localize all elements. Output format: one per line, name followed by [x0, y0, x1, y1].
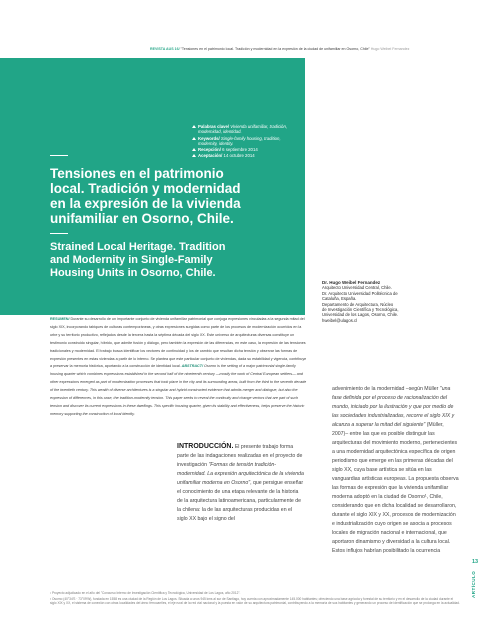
introduction-text: El presente trabajo forma parte de las indagaciones realizadas en el proyecto de investigación: [177, 444, 303, 468]
author-affiliation-line: Dr. Arquitecto Universidad Politécnica de: [322, 290, 398, 296]
running-author: Hugo Weibel Fernandez: [369, 47, 410, 51]
keyword-label: Palabras clave/: [198, 124, 230, 129]
keywords-list: [192, 124, 297, 160]
author-affiliation-line: Arquitecto Universidad Central, Chile.: [322, 285, 392, 291]
keyword-value: Single-family housing, tradition, modernity, identity.: [198, 135, 281, 146]
side-tab: [470, 558, 480, 598]
abstract-heading-en: ABSTRACT/: [180, 364, 203, 369]
quotation: "una fase definida por el proceso de racionalización del mundo, iniciado por la ilustración y que por medio de las sociedades industrializadas, recorre el siglo XIX y alcanza a superar la mitad del siguiente": [332, 386, 455, 428]
footnote: ² Osorno (40°34′S · 73°09′W), fundada en 1558 es una ciudad de la Región de Los Lagos. Situada a unos 945 kms al sur de Santiago, hoy cuenta con aproximadamente 145.000 habitantes; ofreciendo una base agrícola y forestal de su territorio y en el desarrollo de la ciudad durante el siglo XIX y XX, el sistema de conexión con otras localidades del área: ferrocarriles, el eje rural de la red vial nacional y la puesta en valor de su arquitectura patrimonial, contribuyendo a la memoria de sus habitantes y generando un proceso de identificación que se prolonga en la actualidad.: [50, 596, 460, 606]
abstract-text-es: Durante su desarrollo de un importante conjunto de vivienda unifamiliar patrimonial que conjuga expresiones vinculadas a la segunda mitad del siglo XIX, incorporando tabiques de culturas contemporáneas, y otras expresiones surgidas como parte de los procesos de modernización ocurridos en la urbe y su territorio productivo, reflejados desde la tercera hasta la séptima década del siglo XX. Este universo de arquitecturas diversas constituye un testimonio construido singular, híbrido, que admite fusión y diálogo, pero también la expresión de las diferencias, en este caso, la expresión de las tensiones tradicionales y modernidad. El trabajo busca identificar los vectores de continuidad y los de cambio que resultan dicha tensión y observar las formas de expresión presentes en estas viviendas a partir de lo interno. Se plantea que este particular conjunto de viviendas, dada su estabilidad y vigencia, contribuye a preservar la memoria histórica, aportando a la construcción de identidad local.: [50, 317, 307, 369]
running-title: "Tensiones en el patrimonio local. Tradición y modernidad en la expresión de la ciudad de unifamiliar en Osorno, Chile": [179, 47, 370, 51]
keywords-item-recepcion: [192, 147, 297, 152]
abstract: [50, 316, 308, 419]
author-affiliation-line: Cataluña, España.: [322, 296, 357, 302]
right-column-text: [332, 385, 460, 556]
title-divider-bottom: [50, 233, 68, 234]
page-number: 13: [471, 559, 479, 565]
introduction-text-cont: , que persigue enseñar el conocimiento de una etapa relevante de la historia de la arquitectura latinoamericana, particularmente de la chilena: la de las arquitecturas producidas en el siglo XX bajo el signo del: [177, 480, 304, 522]
keywords-item-keywords: [192, 136, 297, 147]
keyword-value: Vivienda unifamiliar, tradición, modernidad, identidad.: [198, 124, 288, 135]
journal-code: REVISTA AUS 16/: [150, 47, 180, 51]
body-text-cont: (Müller, 2007)– entre las que es posible distinguir las arquitecturas del movimiento moderno, pertenecientes a una modernidad arquitectónica específica de origen periodismo que emerge en las primeras décadas del siglo XX, cuya base artística se sitúa en las vanguardias artísticas europeas. La propuesta observa las formas de expresión que la vivienda unifamiliar moderna adoptó en la ciudad de Osorno¹, Chile, considerando que en dicha localidad se desarrollaron, durante el siglo XIX y XX, procesos de modernización e industrialización cuyo origen se asocia a procesos locales de migración nacional e internacional, que aportaron dinamismo y diversidad a la cultura local. Estos influjos habrían posibilitado la ocurrencia: [332, 422, 459, 554]
author-block: [322, 280, 452, 323]
article-title-es: Tensiones en el patrimonio local. Tradición y modernidad en la expresión de la vivienda unifamiliar en Osorno, Chile.: [50, 166, 241, 226]
title-divider-top: [50, 155, 68, 156]
keywords-item-palabras: [192, 124, 297, 135]
author-affiliation-line: Departamento de Arquitectura, Núcleo: [322, 301, 394, 307]
author-affiliation-line: Universidad de los Lagos, Osorno, Chile.: [322, 312, 399, 318]
introduction: [177, 442, 304, 524]
running-header: [150, 47, 460, 52]
project-title: "Formas de tensión tradición-modernidad. La expresión arquitectónica de la vivienda unifamiliar moderna en Osorno": [177, 462, 304, 486]
footnotes: [50, 591, 460, 607]
keyword-label: Aceptación/: [198, 153, 223, 159]
abstract-text-en: Osorno is the setting of a major patrimonial single-family housing quarter which combines expressions established in the second half of the nineteenth century —mostly the work of Central European settlers— and other expressions emerged as part of modernization processes that took place in the city and its surrounding areas, built from the third to the seventh decade of the twentieth century. This wealth of diverse architectures is a singular and hybrid constructed evidence that admits merger and dialogue, but also the expression of differences, in this case, the tradition-modernity tension. This paper seeks to reveal the continuity and change vectors that are part of such tension and discover its current expressions in these dwellings. This specific housing quarter, given its stability and effectiveness, helps preserve the historic memory supporting the construction of local identity.: [50, 364, 307, 416]
author-affiliation-line: de Investigación Científica y Tecnológica,: [322, 307, 399, 313]
article-title-en: Strained Local Heritage. Tradition and Modernity in Single-Family Housing Units in Osorno, Chile.: [50, 241, 226, 279]
keyword-label: Recepción/: [198, 147, 221, 153]
body-text: advenimiento de la modernidad –según Müller: [332, 386, 440, 392]
keywords-item-aceptacion: [192, 153, 297, 158]
introduction-heading: INTRODUCCIÓN.: [177, 443, 234, 450]
abstract-heading-es: RESUMEN/: [50, 317, 70, 321]
section-label: ARTÍCULO: [471, 570, 476, 598]
author-name: Dr. Hugo Weibel Fernandez: [322, 280, 381, 285]
keyword-value: 14 octubre 2014: [222, 153, 255, 159]
keyword-value: 6 septiembre 2014: [220, 147, 258, 153]
footnote: ¹ Proyecto adjudicado en el año del "Concurso Interno de Investigación Científica y Tecnológica, Universidad de Los Lagos, año 2012".: [50, 591, 241, 595]
author-email[interactable]: hweibel@ulagos.cl: [322, 317, 357, 323]
keyword-label: Keywords/: [198, 135, 220, 141]
